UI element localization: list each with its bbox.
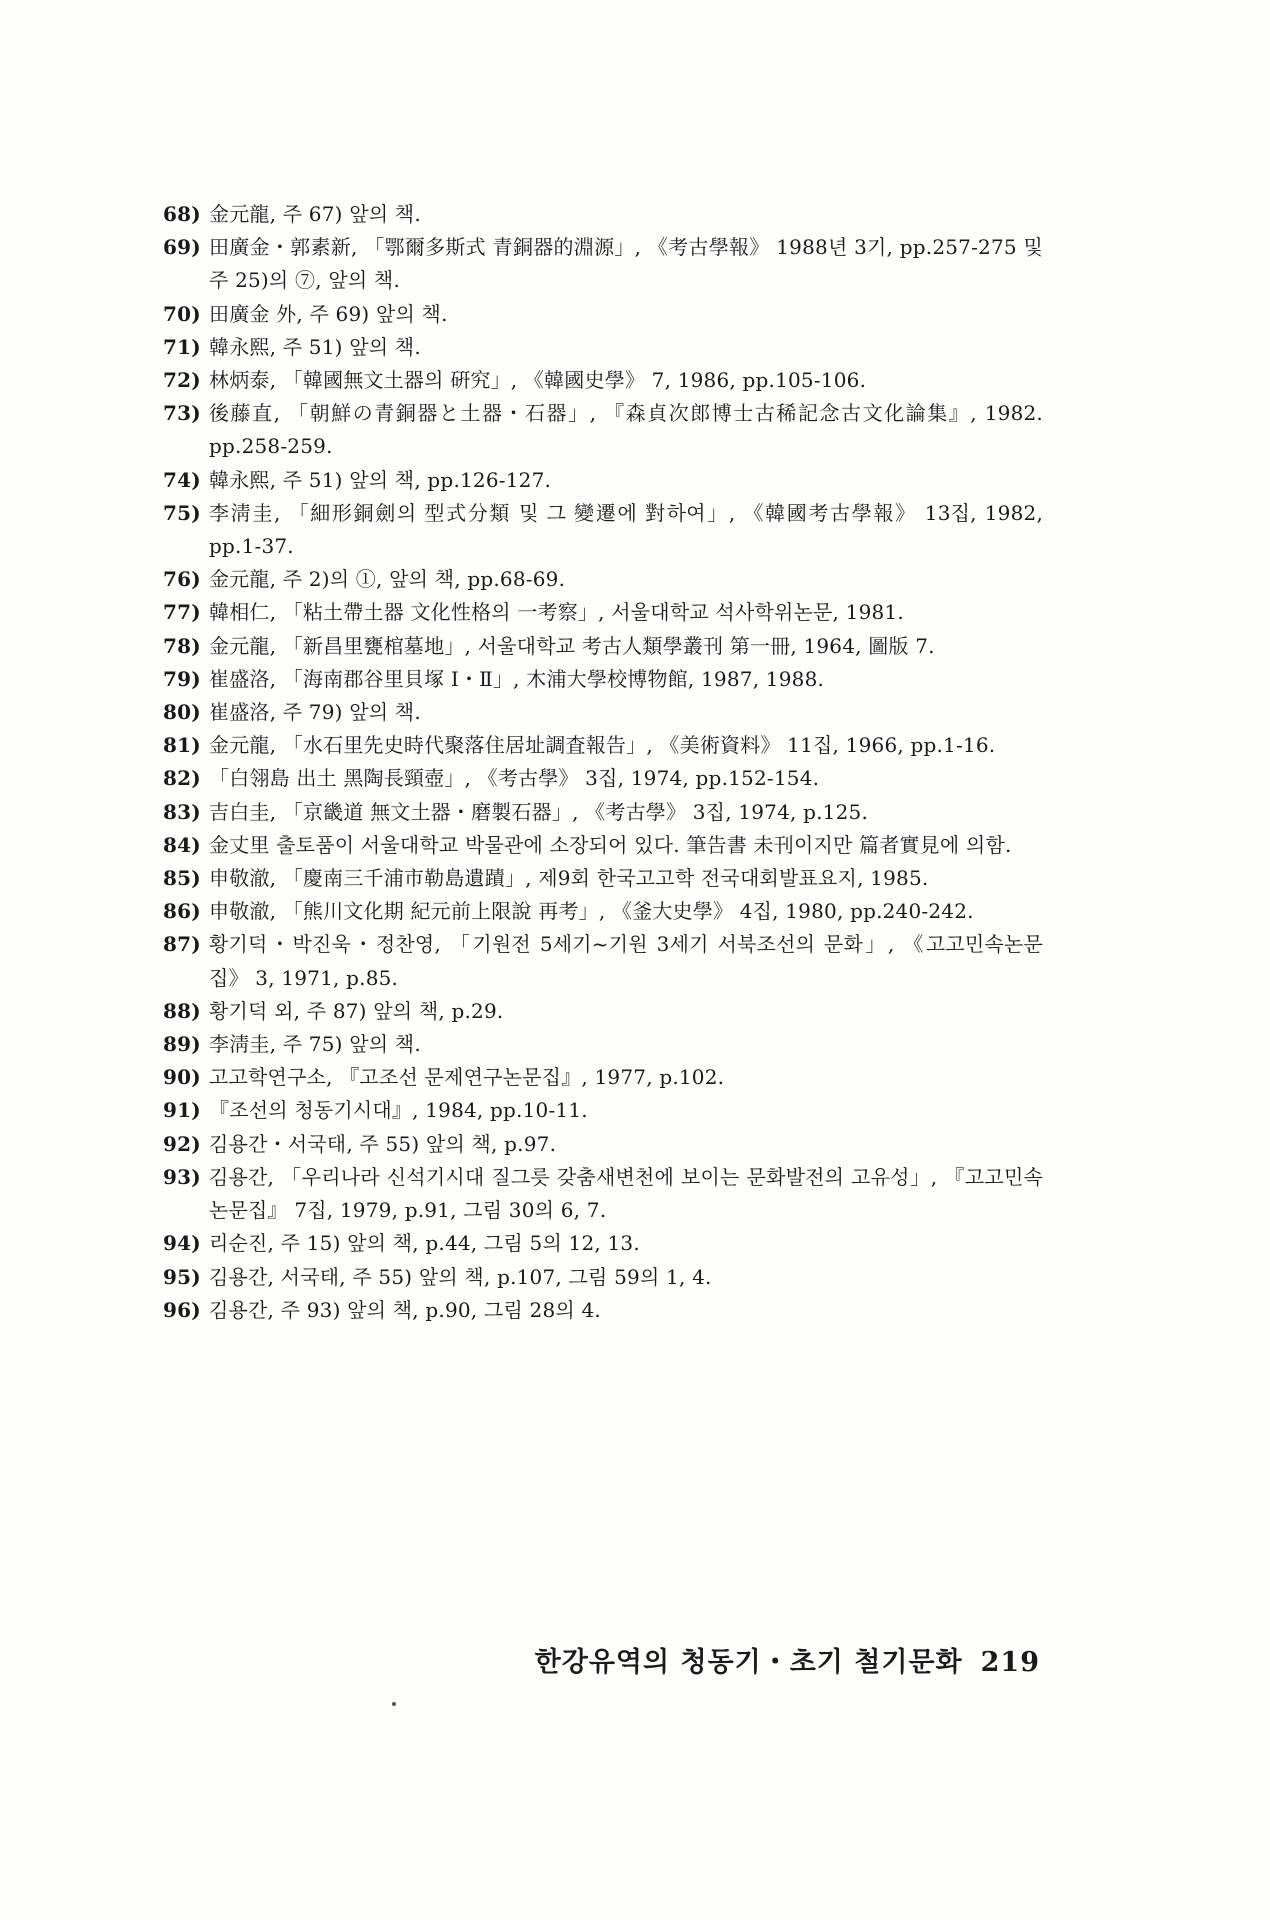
footnote-text: 李淸圭, 주 75) 앞의 책. xyxy=(209,1032,421,1057)
footnote-text: 金丈里 출토품이 서울대학교 박물관에 소장되어 있다. 筆告書 未刊이지만 篇者實見에 의함. xyxy=(209,832,1012,857)
scan-speck xyxy=(392,1702,396,1706)
footnote-text: 李淸圭, 「細形銅劍의 型式分類 및 그 變遷에 對하여」, 《韓國考古學報》 13집, 1982, pp.1-37. xyxy=(209,500,1043,559)
footnote-text: 韓永熙, 주 51) 앞의 책, pp.126-127. xyxy=(209,467,552,492)
footnote-text: 金元龍, 주 67) 앞의 책. xyxy=(209,202,421,226)
footnote-number: 79) xyxy=(163,666,201,691)
footnote xyxy=(163,1227,1043,1260)
footnote-text: 後藤直, 「朝鮮の青銅器と土器・石器」, 『森貞次郎博士古稀記念古文化論集』, 1982. pp.258-259. xyxy=(209,401,1043,459)
footer-title: 한강유역의 청동기・초기 철기문화 xyxy=(534,1647,963,1678)
footnote-text: 金元龍, 「水石里先史時代聚落住居址調査報告」, 《美術資料》 11집, 1966, pp.1-16. xyxy=(209,733,996,758)
footnote-number: 88) xyxy=(163,998,201,1023)
footnote-number: 76) xyxy=(163,567,201,592)
footnote-number: 94) xyxy=(163,1231,201,1256)
footnote-text: 金元龍, 「新昌里甕棺墓地」, 서울대학교 考古人類學叢刊 第一冊, 1964, 圖版 7. xyxy=(209,633,935,658)
footnote-number: 68) xyxy=(163,202,201,226)
footnote-number: 77) xyxy=(163,600,201,625)
running-footer xyxy=(520,1640,1040,1679)
footnote-number: 74) xyxy=(163,467,201,492)
footnotes-list xyxy=(163,198,1043,1327)
footnote-text: 田廣金・郭素新, 「鄂爾多斯式 青銅器的淵源」, 《考古學報》 1988년 3기, pp.257-275 및 주 25)의 ⑦, 앞의 책. xyxy=(209,235,1043,293)
footnote-text: 김용간, 「우리나라 신석기시대 질그릇 갖춤새변천에 보이는 문화발전의 고유성」, 『고고민속논문집』 7집, 1979, p.91, 그림 30의 6, 7. xyxy=(209,1164,1043,1223)
footnote-text: 고고학연구소, 『고조선 문제연구논문집』, 1977, p.102. xyxy=(209,1065,725,1090)
footnote-text: 김용간, 주 93) 앞의 책, p.90, 그림 28의 4. xyxy=(209,1297,601,1322)
footnote xyxy=(163,397,1043,463)
footnote-text: 김용간・서국태, 주 55) 앞의 책, p.97. xyxy=(209,1131,557,1156)
footnote-text: 김용간, 서국태, 주 55) 앞의 책, p.107, 그림 59의 1, 4. xyxy=(209,1264,712,1289)
footnote xyxy=(163,364,1043,397)
footnote-number: 85) xyxy=(163,866,201,891)
footnote-text: 「白翎島 出土 黑陶長頸壺」, 《考古學》 3집, 1974, pp.152-154. xyxy=(209,766,820,791)
footnote-number: 91) xyxy=(163,1098,201,1123)
footnote xyxy=(163,796,1043,829)
footnote xyxy=(163,464,1043,497)
footnote xyxy=(163,729,1043,762)
footnote xyxy=(163,298,1043,331)
footnote-number: 78) xyxy=(163,633,201,658)
footnote xyxy=(163,198,1043,231)
footnote xyxy=(163,696,1043,729)
footnote xyxy=(163,1261,1043,1294)
footnote xyxy=(163,995,1043,1028)
footnote-number: 69) xyxy=(163,235,201,260)
footnote-number: 93) xyxy=(163,1164,201,1189)
footnote-text: 황기덕・박진욱・정찬영, 「기원전 5세기~기원 3세기 서북조선의 문화」, 《고고민속논문집》 3, 1971, p.85. xyxy=(209,932,1043,990)
footnote-text: 韓相仁, 「粘土帶土器 文化性格의 一考察」, 서울대학교 석사학위논문, 1981. xyxy=(209,600,904,625)
footnote-text: 韓永熙, 주 51) 앞의 책. xyxy=(209,334,421,359)
footnote-number: 80) xyxy=(163,700,201,725)
footnote-number: 87) xyxy=(163,932,201,957)
footnote-text: 황기덕 외, 주 87) 앞의 책, p.29. xyxy=(209,998,504,1023)
footnote-text: 吉白圭, 「京畿道 無文土器・磨製石器」, 《考古學》 3집, 1974, p.125. xyxy=(209,799,869,824)
footnote xyxy=(163,231,1043,297)
footnote xyxy=(163,1161,1043,1227)
footnote-number: 82) xyxy=(163,766,201,791)
footnote xyxy=(163,762,1043,795)
footnote-text: 崔盛洛, 주 79) 앞의 책. xyxy=(209,700,421,725)
footnote-text: 崔盛洛, 「海南郡谷里貝塚 Ⅰ・Ⅱ」, 木浦大學校博物館, 1987, 1988. xyxy=(209,666,825,691)
footnote xyxy=(163,1294,1043,1327)
footnote-number: 95) xyxy=(163,1264,201,1289)
footnote xyxy=(163,1128,1043,1161)
footnote xyxy=(163,596,1043,629)
footnote-number: 73) xyxy=(163,401,201,426)
footnote xyxy=(163,1028,1043,1061)
footnote-text: 리순진, 주 15) 앞의 책, p.44, 그림 5의 12, 13. xyxy=(209,1231,640,1256)
footnote-number: 96) xyxy=(163,1297,201,1322)
footnote xyxy=(163,862,1043,895)
footnote xyxy=(163,331,1043,364)
footnote-number: 75) xyxy=(163,500,201,525)
footnote-number: 89) xyxy=(163,1032,201,1057)
footnote-number: 81) xyxy=(163,733,201,758)
footnote-text: 申敬澈, 「熊川文化期 紀元前上限說 再考」, 《釜大史學》 4집, 1980, pp.240-242. xyxy=(209,899,974,924)
footnote-text: 『조선의 청동기시대』, 1984, pp.10-11. xyxy=(209,1098,588,1123)
footnote xyxy=(163,497,1043,563)
footnote-text: 田廣金 外, 주 69) 앞의 책. xyxy=(209,301,448,326)
page-number: 219 xyxy=(980,1647,1040,1678)
footnote-text: 林炳泰, 「韓國無文土器의 硏究」, 《韓國史學》 7, 1986, pp.105-106. xyxy=(209,368,867,393)
footnote-text: 金元龍, 주 2)의 ①, 앞의 책, pp.68-69. xyxy=(209,567,566,592)
footnote-number: 90) xyxy=(163,1065,201,1090)
footnote xyxy=(163,895,1043,928)
footnote-number: 70) xyxy=(163,301,201,326)
footnote-text: 申敬澈, 「慶南三千浦市勒島遺蹟」, 제9회 한국고고학 전국대회발표요지, 1985. xyxy=(209,866,929,891)
footnote xyxy=(163,630,1043,663)
footnote xyxy=(163,563,1043,596)
footnote xyxy=(163,1094,1043,1127)
footnote-number: 84) xyxy=(163,832,201,857)
footnote-number: 92) xyxy=(163,1131,201,1156)
footnote xyxy=(163,928,1043,994)
footnote xyxy=(163,829,1043,862)
footnote xyxy=(163,663,1043,696)
footnote xyxy=(163,1061,1043,1094)
footnote-number: 86) xyxy=(163,899,201,924)
footnote-number: 72) xyxy=(163,368,201,393)
footnote-number: 71) xyxy=(163,334,201,359)
footnote-number: 83) xyxy=(163,799,201,824)
